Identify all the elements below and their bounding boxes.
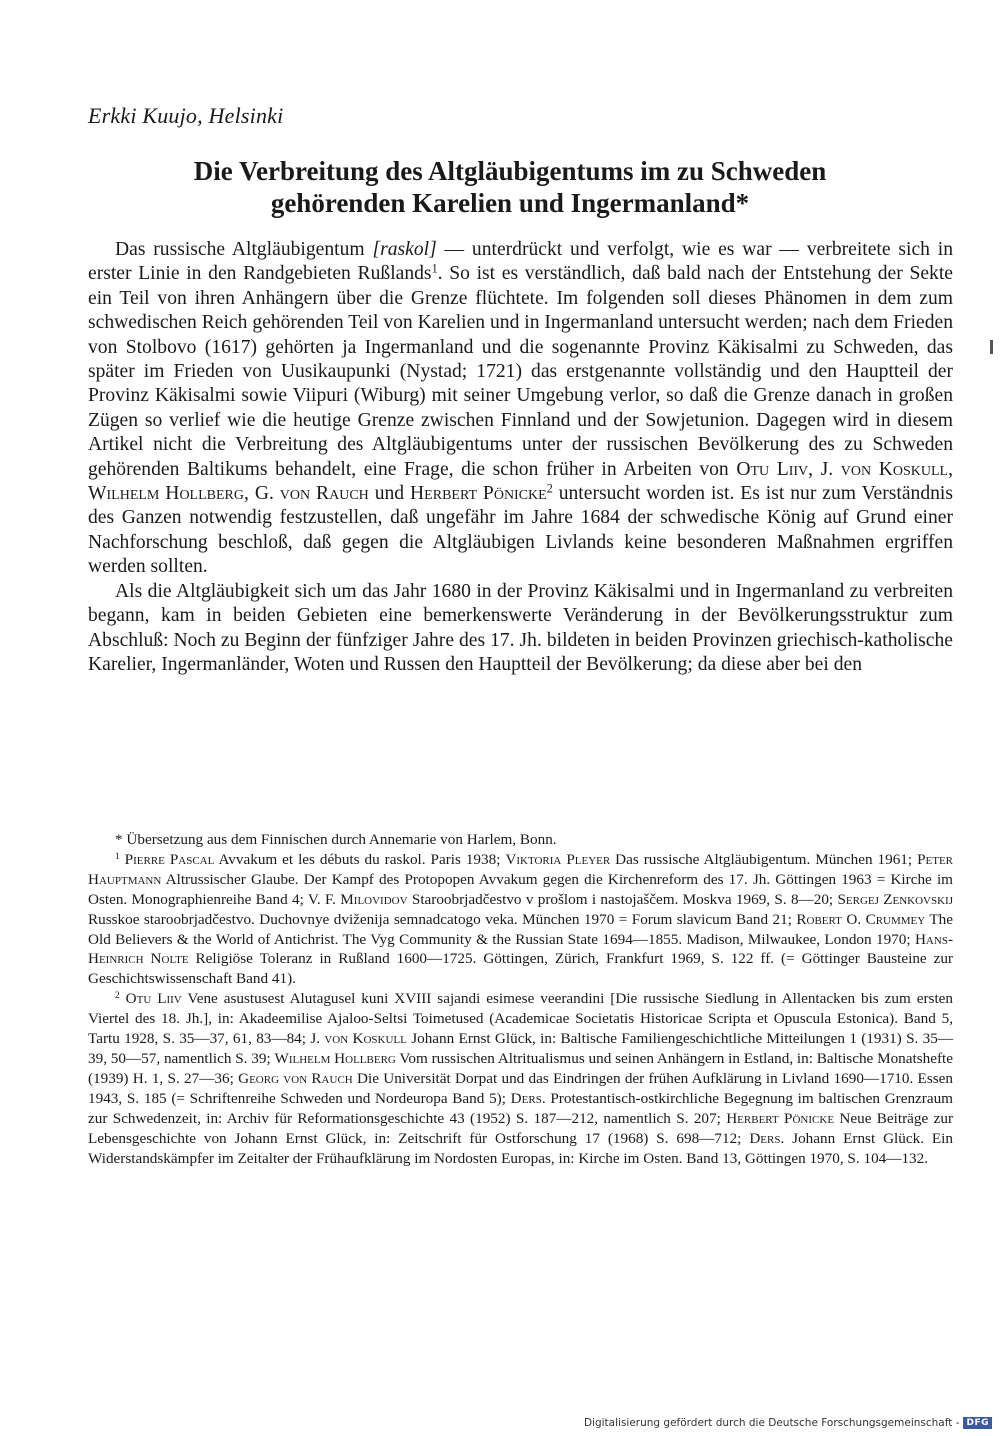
- author-name: Otu Liiv: [736, 458, 809, 480]
- text-run: , J.: [808, 458, 841, 480]
- author-name: Wilhelm Hollberg: [274, 1049, 396, 1067]
- author-name: Milovidov: [340, 890, 408, 908]
- text-run: und: [368, 483, 411, 505]
- text-run: Avvakum et les débuts du raskol. Paris 1938;: [214, 850, 506, 868]
- author-name: Ders.: [749, 1129, 785, 1147]
- text-run: Altrussischer Glaube. Der Kampf des Protopopen Avvakum gegen die Kirchenreform des 17. Jh. Göttingen 1963 = Kirche im Osten. Monographienreihe Band 4; V. F.: [88, 870, 953, 908]
- author-name: von Rauch: [279, 483, 369, 505]
- text-run: , G.: [244, 483, 280, 505]
- author-name: Pierre Pascal: [124, 850, 215, 868]
- footnote-star: * Übersetzung aus dem Finnischen durch Annemarie von Harlem, Bonn.: [115, 831, 557, 848]
- article-body: [88, 238, 953, 677]
- author-name: Peter Hauptmann: [88, 850, 954, 888]
- paragraph-1: [88, 238, 953, 580]
- author-name: Otu Liiv: [125, 990, 182, 1008]
- text-run: . So ist es verständlich, daß bald nach der Entstehung der Sekte ein Teil von ihren Anhängern über die Grenze flüchtete. Im folgenden soll dieses Phänomen in dem zum schwedischen Reich gehörenden Teil von Karelien und in Ingermanland untersucht werden; nach dem Frieden von Stolbovo (1617) gehörten ja Ingermanland und die sogenannte Provinz Käkisalmi zu Schweden, das später im Frieden von Uusikaupunki (Nystad; 1721) das erstgenannte vollständig und den Hauptteil der Provinz Käkisalmi sowie Viipuri (Wiburg) mit seiner Umgebung verlor, so daß die Grenze danach in großen Zügen so verlief wie die heutige Grenze zwischen Finnland und der Sowjetunion. Dagegen wird in diesem Artikel nicht die Verbreitung des Altgläubigentums unter der russischen Bevölkerung des zu Schweden gehörenden Baltikums behandelt, eine Frage, die schon früher in Arbeiten von: [88, 263, 954, 480]
- scan-margin-mark: [990, 340, 993, 354]
- text-run: Protestantisch-ostkirchliche Begegnung im baltischen Grenzraum zur Schwedenzeit, in: Archiv für Reformationsgeschichte 43 (1952) S. 187—212, namentlich S. 207;: [88, 1089, 953, 1127]
- paragraph-2: Als die Altgläubigkeit sich um das Jahr 1680 in der Provinz Käkisalmi und in Ingermanland zu verbreiten begann, kam in beiden Gebieten eine bemerkenswerte Veränderung in der Bevölkerungsstruktur zum Abschluß: Noch zu Beginn der fünfziger Jahre des 17. Jh. bildeten in beiden Provinzen griechisch-katholische Karelier, Ingermanländer, Woten und Russen den Hauptteil der Bevölkerung; da diese aber bei den: [88, 580, 953, 675]
- article-title: [110, 155, 910, 219]
- author-name: Wilhelm Hollberg: [88, 483, 244, 505]
- text-run: ,: [948, 458, 953, 480]
- author-name: Hans-Heinrich Nolte: [88, 930, 953, 968]
- footnote-ref-1: 1: [431, 261, 438, 276]
- text-run: Russkoe staroobrjadčestvo. Duchovnye dviženija semnadcatogo veka. München 1970 = Forum slavicum Band 21;: [88, 910, 797, 928]
- author-line: Erkki Kuujo, Helsinki: [88, 103, 284, 128]
- footnote-ref-2: 2: [546, 481, 553, 496]
- text-run: Vene asustusest Alutagusel kuni XVIII sajandi esimese veerandini [Die russische Siedlung in Allentacken bis zum ersten Viertel des 18. Jh.], in: Akadeemilise Ajaloo-Seltsi Toimetused (Academicae Societatis Historicae Scripta et Opuscula Estonica). Band 5, Tartu 1928, S. 35—37, 61, 83—84; J.: [88, 990, 953, 1048]
- text-run: — unterdrückt und verfolgt, wie es war — verbreitete sich in erster Linie in den Randgebieten Rußlands: [88, 239, 954, 285]
- text-run: The Old Believers & the World of Antichrist. The Vyg Community & the Russian State 1694—1855. Madison, Milwaukee, London 1970;: [88, 910, 953, 948]
- text-run: Neue Beiträge zur Lebensgeschichte von Johann Ernst Glück, in: Zeitschrift für Ostforschung 17 (1968) S. 698—712;: [88, 1109, 953, 1147]
- text-run: Das russische Altgläubigentum. München 1961;: [610, 850, 918, 868]
- footnotes: [88, 830, 953, 1168]
- author-name: Georg von Rauch: [238, 1069, 353, 1087]
- author-name: Herbert Pönicke: [726, 1109, 835, 1127]
- digitization-footer: [584, 1417, 992, 1429]
- author-name: von Koskull: [840, 458, 949, 480]
- term-raskol: [raskol]: [372, 239, 437, 260]
- author-name: Robert O. Crummey: [796, 910, 926, 928]
- author-name: von Koskull: [324, 1030, 407, 1048]
- footnote-1: [88, 850, 953, 989]
- text-run: Johann Ernst Glück. Ein Widerstandskämpfer im Zeitalter der Frühaufklärung im Nordosten Europas, in: Kirche im Osten. Band 13, Göttingen 1970, S. 104—132.: [88, 1129, 954, 1167]
- text-run: untersucht worden ist. Es ist nur zum Verständnis des Ganzen notwendig festzustellen, daß ungefähr im Jahre 1684 der schwedische König auf Grund einer Nachforschung beschloß, daß gegen die Altgläubigen Livlands keine besonderen Maßnahmen ergriffen werden sollten.: [88, 483, 953, 578]
- title-line-2: gehörenden Karelien und Ingermanland*: [270, 188, 750, 218]
- text-run: Johann Ernst Glück, in: Baltische Familiengeschichtliche Mitteilungen 1 (1931) S. 35—39, 50—57, namentlich S. 39;: [88, 1030, 954, 1067]
- text-run: Das russische Altgläubigentum: [115, 239, 373, 260]
- author-name: Sergej Zenkovskij: [837, 890, 953, 908]
- text-run: Vom russischen Altritualismus und seinen Anhängern in Estland, in: Baltische Monatshefte (1939) H. 1, S. 27—36;: [88, 1049, 953, 1087]
- author-name: Ders.: [510, 1089, 546, 1107]
- text-run: Religiöse Toleranz in Rußland 1600—1725. Göttingen, Zürich, Frankfurt 1969, S. 122 ff. (= Göttinger Bausteine zur Geschichtswissenschaft Band 41).: [88, 950, 953, 988]
- footnote-number: 2: [115, 991, 120, 1002]
- footnote-2: [88, 989, 953, 1168]
- dfg-logo: DFG: [963, 1417, 992, 1429]
- text-run: Die Universität Dorpat und das Eindringen der frühen Aufklärung in Livland 1690—1710. Essen 1943, S. 185 (= Schriftenreihe Schweden und Nordeuropa Band 5);: [88, 1069, 953, 1107]
- author-name: Herbert Pönicke: [410, 483, 547, 505]
- author-name: Viktoria Pleyer: [505, 850, 611, 868]
- footer-text: Digitalisierung gefördert durch die Deutsche Forschungsgemeinschaft -: [583, 1417, 960, 1429]
- title-line-1: Die Verbreitung des Altgläubigentums im zu Schweden: [193, 156, 827, 186]
- text-run: Staroobrjadčestvo v prošlom i nastojaščem. Moskva 1969, S. 8—20;: [407, 890, 838, 908]
- footnote-number: 1: [115, 851, 120, 862]
